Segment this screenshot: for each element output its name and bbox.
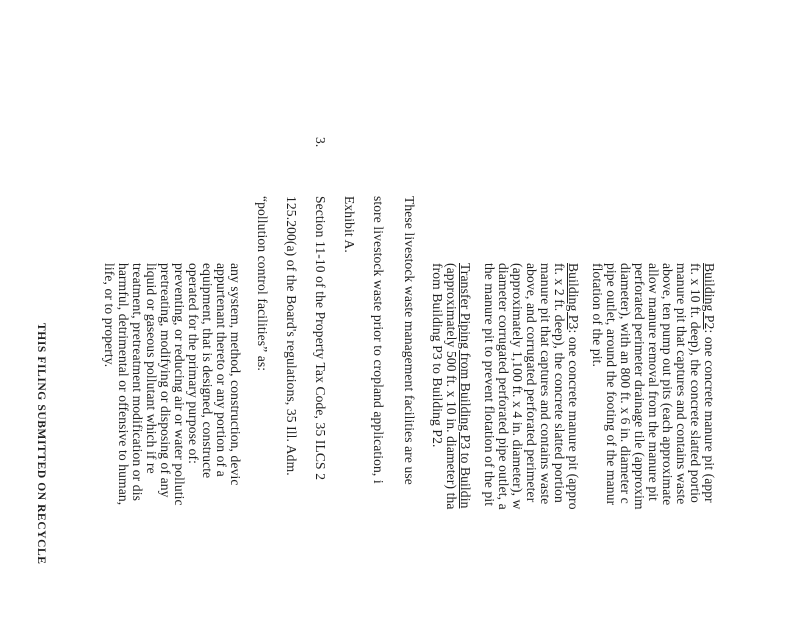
item-number: 3. [313, 137, 328, 148]
building-p2-text: : one concrete manure pit (appr [702, 329, 717, 503]
quote-line-6: pretreating, modifying or disposing of any [158, 263, 173, 498]
paragraph-line-3: Exhibit A. [342, 196, 357, 253]
paragraph-line-1: These livestock waste management facilities are use [402, 196, 417, 485]
building-p2-line-2: ft. x 10 ft. deep), the concrete slatted portio [688, 263, 703, 503]
building-p2-label: Building P2 [702, 263, 717, 330]
building-p2-line-3: manure pit that captures and contains waste [674, 263, 689, 505]
quote-line-4: operated for the primary purpose of: [186, 263, 201, 465]
quote-line-10: life, or to property. [102, 263, 117, 368]
quote-line-5: preventing, or reducing air or water pollutic [172, 263, 187, 506]
quote-line-1: any system, method, construction, devic [228, 263, 243, 486]
quote-line-7: liquid or gaseous pollutant which if re [144, 263, 159, 474]
transfer-piping-line-2: (approximately 500 ft. x 10 in. diameter) tha [444, 263, 459, 510]
quote-line-2: appurtenant thereto or any portion of a [214, 263, 229, 477]
building-p3-line-6: diameter corrugated perforated pipe outlet, a [496, 263, 511, 510]
section-line-2: 125.200(a) of the Board's regulations, 35 Ill. Adm. [284, 196, 299, 476]
building-p2-line-6: perforated perimeter drainage tile (approxim [632, 263, 647, 510]
quote-line-3: equipment, that is designed, constructe [200, 263, 215, 479]
building-p3-line-4: above, and corrugated perforated perimeter [524, 263, 539, 503]
quote-line-9: harmful, detrimental or offensive to human, [116, 263, 131, 506]
building-p3-line-2: ft. x 2 ft. deep), the concrete slatted portion [552, 263, 567, 503]
building-p3-line-7: the manure pit to prevent flotation of the pit [482, 263, 497, 507]
transfer-piping-line-3: from Building P3 to Building P2. [430, 263, 445, 448]
paragraph-line-2: store livestock waste prior to cropland application, i [371, 196, 386, 484]
transfer-piping-label: Transfer Piping from Building P3 to Buildin [458, 263, 473, 509]
building-p2-line-4: above, ten pump out pits (each approximate [660, 263, 675, 506]
section-line-3: “pollution control facilities” as: [255, 196, 270, 372]
section-line-1: Section 11-10 of the Property Tax Code, 35 ILCS 2 [313, 196, 328, 481]
quote-line-8: treatment, pretreatment modification or dis [130, 263, 145, 501]
building-p2-line-5: allow manure removal from the manure pit [646, 263, 661, 502]
building-p2-line-8: pipe outlet, around the footing of the manur [604, 263, 619, 506]
building-p3-label: Building P3 [566, 263, 581, 330]
building-p3-text: : one concrete manure pit (appro [566, 329, 581, 510]
building-p3-line-1 [566, 263, 580, 510]
building-p3-line-5: (approximately 1,100 ft. x 4 in. diameter), w [510, 263, 525, 510]
building-p2-line-7: diameter), with an 800 ft. x 6 in. diameter c [618, 263, 633, 504]
recycled-paper-footer: THIS FILING SUBMITTED ON RECYCLE [35, 323, 47, 565]
building-p2-line-1 [702, 263, 716, 503]
building-p2-line-9: flotation of the pit. [590, 263, 605, 368]
building-p3-line-3: manure pit that captures and contains waste [538, 263, 553, 505]
